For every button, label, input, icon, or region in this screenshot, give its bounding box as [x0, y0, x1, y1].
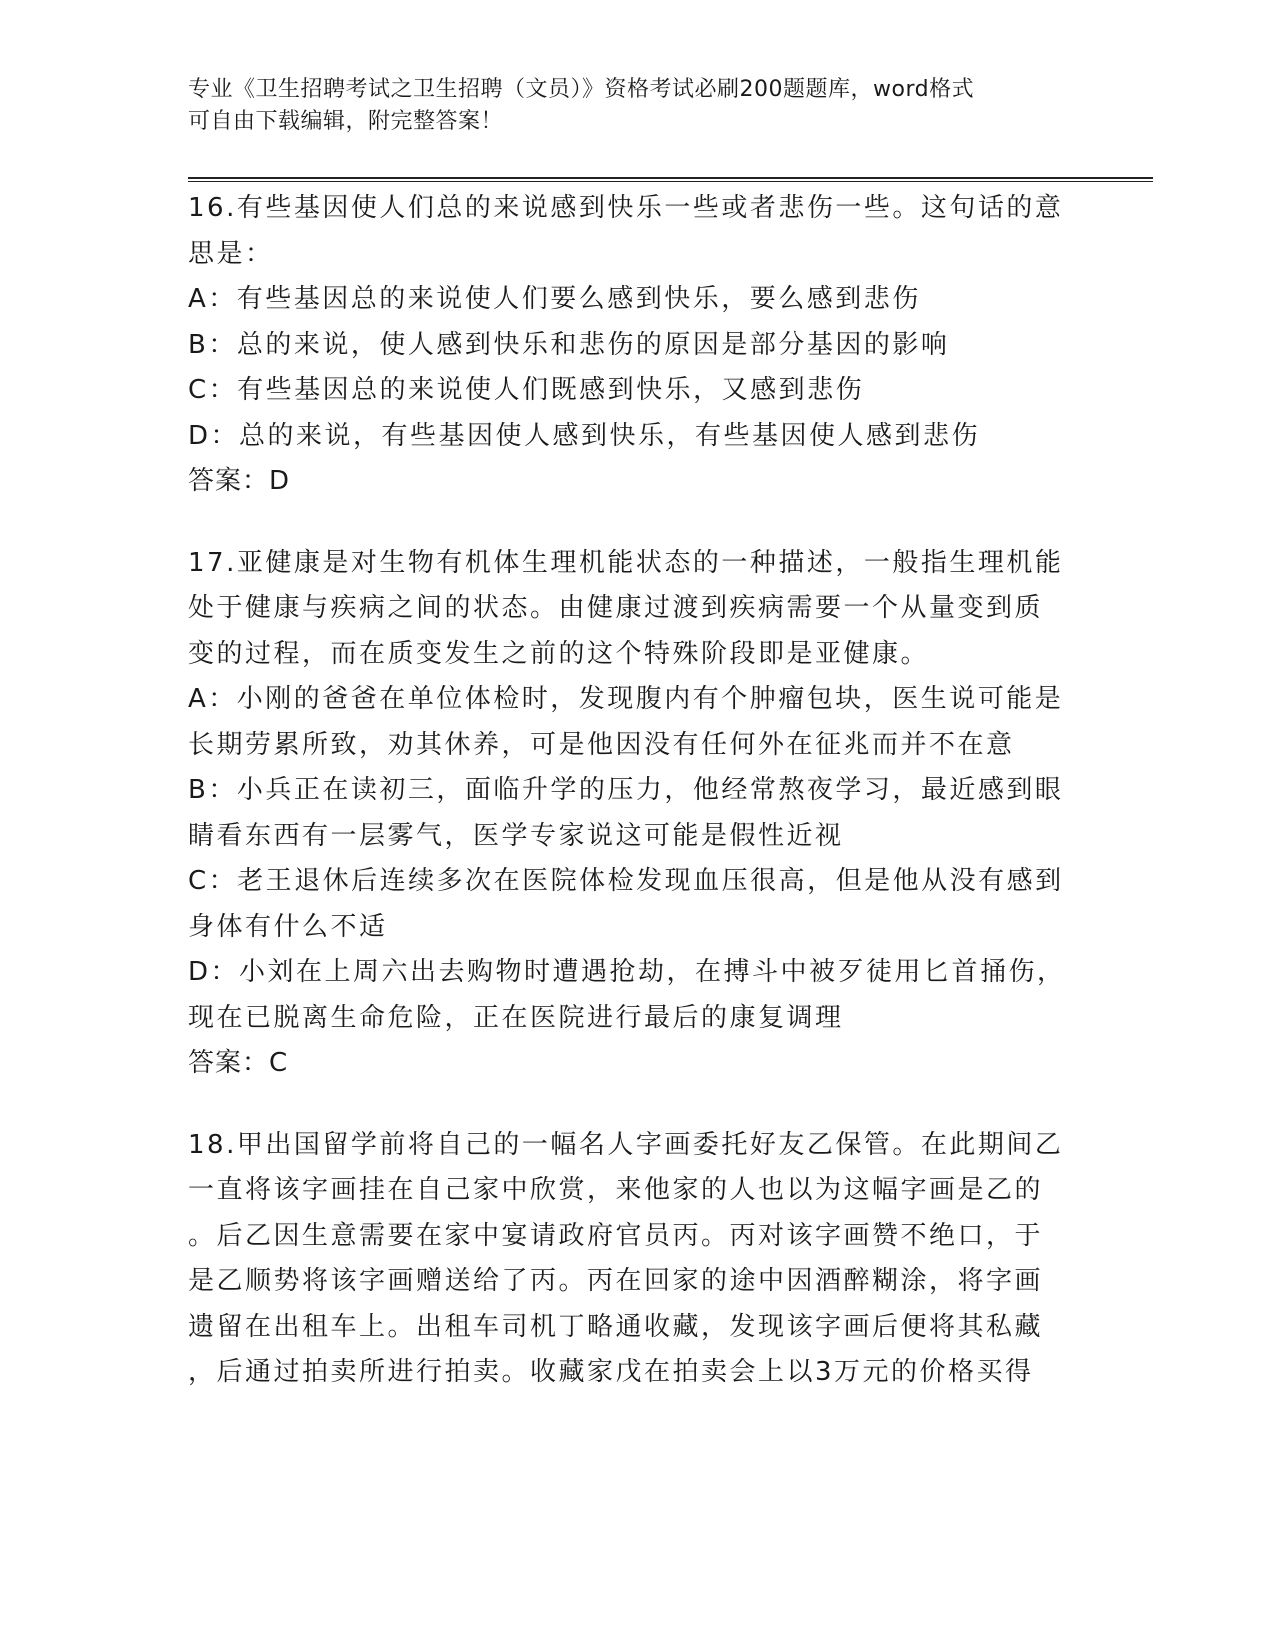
option-b-continued: 睛看东西有一层雾气，医学专家说这可能是假性近视: [188, 820, 844, 851]
question-stem-line: 一直将该字画挂在自己家中欣赏，来他家的人也以为这幅字画是乙的: [188, 1175, 1044, 1205]
question-list: [188, 186, 1068, 1396]
question-stem-line: 17.亚健康是对生物有机体生理机能状态的一种描述，一般指生理机能: [188, 547, 1064, 578]
option-d: D：小刘在上周六出去购物时遭遇抢劫，在搏斗中被歹徒用匕首捅伤，: [188, 957, 1066, 987]
option-c-continued: 身体有什么不适: [188, 911, 388, 942]
question-stem-line: 18.甲出国留学前将自己的一幅名人字画委托好友乙保管。在此期间乙: [188, 1129, 1064, 1160]
answer-label: 答案：C: [188, 1048, 289, 1078]
option-d: D：总的来说，有些基因使人感到快乐，有些基因使人感到悲伤: [188, 420, 981, 451]
option-a: A：小刚的爸爸在单位体检时，发现腹内有个肿瘤包块，医生说可能是: [188, 684, 1064, 714]
header-line-1: 专业《卫生招聘考试之卫生招聘（文员）》资格考试必刷200题题库，word格式: [188, 77, 975, 102]
question-stem-line: 变的过程，而在质变发生之前的这个特殊阶段即是亚健康。: [188, 638, 930, 669]
question-stem-line: 思是：: [188, 238, 274, 269]
question-stem-line: ，后通过拍卖所进行拍卖。收藏家戊在拍卖会上以3万元的价格买得: [188, 1357, 1034, 1387]
option-a: A：有些基因总的来说使人们要么感到快乐，要么感到悲伤: [188, 284, 921, 314]
option-b: B：总的来说，使人感到快乐和悲伤的原因是部分基因的影响: [188, 329, 950, 360]
question-stem-line: 是乙顺势将该字画赠送给了丙。丙在回家的途中因酒醉糊涂，将字画: [188, 1266, 1044, 1296]
question-18: [188, 1123, 1068, 1396]
answer-label: 答案：D: [188, 466, 291, 496]
question-stem-line: 遗留在出租车上。出租车司机丁略通收藏，发现该字画后便将其私藏: [188, 1311, 1044, 1342]
question-stem-line: 。后乙因生意需要在家中宴请政府官员丙。丙对该字画赞不绝口，于: [188, 1220, 1044, 1251]
question-stem-line: 处于健康与疾病之间的状态。由健康过渡到疾病需要一个从量变到质: [188, 593, 1044, 623]
question-17: [188, 541, 1068, 1087]
option-c: C：有些基因总的来说使人们既感到快乐，又感到悲伤: [188, 375, 865, 405]
question-stem-line: 16.有些基因使人们总的来说感到快乐一些或者悲伤一些。这句话的意: [188, 193, 1064, 223]
page-header: [188, 74, 1068, 138]
option-d-continued: 现在已脱离生命危险，正在医院进行最后的康复调理: [188, 1002, 844, 1033]
option-a-continued: 长期劳累所致，劝其休养，可是他因没有任何外在征兆而并不在意: [188, 729, 1015, 760]
option-b: B：小兵正在读初三，面临升学的压力，他经常熬夜学习，最近感到眼: [188, 775, 1064, 805]
option-c: C：老王退休后连续多次在医院体检发现血压很高，但是他从没有感到: [188, 866, 1064, 896]
question-16: [188, 186, 1068, 505]
header-line-2: 可自由下载编辑，附完整答案！: [188, 109, 504, 134]
header-divider: [188, 177, 1153, 182]
